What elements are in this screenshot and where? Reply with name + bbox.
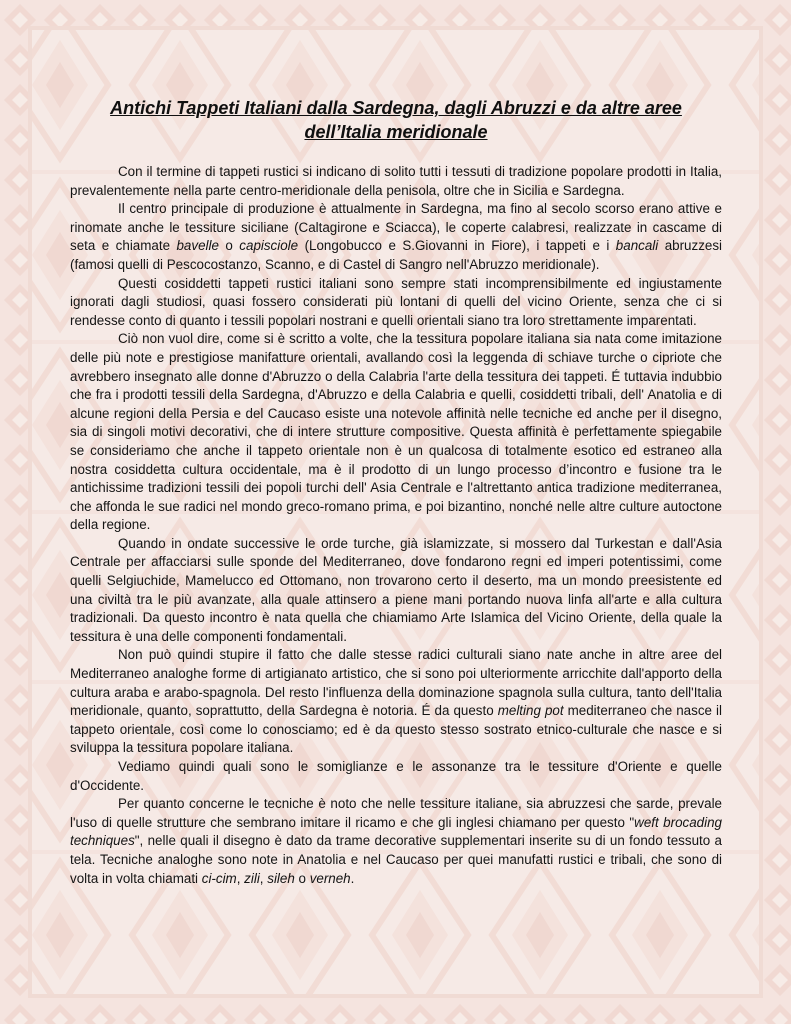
text-run: Vediamo quindi quali sono le somiglianze e le assonanze tra le tessiture d'Oriente e quelle d'Occidente. xyxy=(70,759,722,793)
text-run: abruzzesi (famosi quelli di Pescocostanzo, Scanno, e di Castel di Sangro nell'Abruzzo meridionale). xyxy=(70,238,723,272)
title-line-1: Antichi Tappeti Italiani dalla Sardegna, dagli Abruzzi e da altre aree xyxy=(110,98,682,118)
italic-term: verneh xyxy=(309,870,351,886)
paragraph xyxy=(70,275,722,331)
paragraph xyxy=(70,795,722,888)
text-run: ", nelle quali il disegno è dato da trame decorative supplementari inserite su di un fondo tessuto a tela. Tecniche analoghe sono note in Anatolia e nel Caucaso per quei manufatti rustici e tribali, che sono di volta in volta chiamati xyxy=(70,833,722,886)
document-body xyxy=(70,163,722,888)
italic-term: zili xyxy=(244,870,260,886)
text-run: Non può quindi stupire il fatto che dalle stesse radici culturali siano nate anche in altre aree del Mediterraneo analoghe forme di artigianato artistico, che si sono poi ulteriormente arricchite dall'apporto della cultura araba e arabo-spagnola. Del resto l'influenza della dominazione spagnola sulla cultura, tanto dell'Italia meridionale, quanto, soprattutto, della Sardegna è notoria. É da questo xyxy=(70,647,722,719)
paragraph xyxy=(70,200,722,274)
text-run: Questi cosiddetti tappeti rustici italiani sono sempre stati incomprensibilmente ed ingiustamente ignorati dagli studiosi, quasi fossero considerati più lontani di quelli del vicino Oriente, senza che ci si rendesse conto di quanto i tessili popolari nostrani e quelli orientali siano tra loro strettamente imparentati. xyxy=(70,275,722,328)
text-run: Ciò non vuol dire, come si è scritto a volte, che la tessitura popolare italiana sia nata come imitazione delle più note e prestigiose manifatture orientali, avallando così la leggenda di schiave turche o cipriote che avrebbero insegnato alle donne d'Abruzzo o della Calabria l'arte della tessitura dei tappeti. É tuttavia indubbio che fra i prodotti tessili della Sardegna, d'Abruzzo e della Calabria e quelli, cosiddetti tribali, dell' Anatolia e di alcune regioni della Persia e del Caucaso esiste una notevole affinità nelle tecniche ed anche per il disegno, sia di singoli motivi decorativi, che di intere strutture compositive. Questa affinità è perfettamente spiegabile se consideriamo che anche il tappeto orientale non è un qualcosa di totalmente esotico ed estraneo alla nostra cosiddetta cultura occidentale, ma è il prodotto di un lungo processo d’incontro e fusione tra le antichissime tradizioni tessili dei popoli turchi dell' Asia Centrale e l'altrettanto antica tradizione mediterranea, che affonda le sue radici nel mondo greco-romano prima, e poi bizantino, nonché nelle altre culture autoctone della regione. xyxy=(70,331,722,533)
text-run: , xyxy=(259,870,268,886)
text-run: mediterraneo che nasce il tappeto orientale, così come lo conosciamo; ed è da questo stesso sostrato etnico-culturale che nasce e si sviluppa la tessitura popolare italiana. xyxy=(70,703,722,756)
paragraph xyxy=(70,330,722,535)
text-run: Quando in ondate successive le orde turche, già islamizzate, si mossero dal Turkestan e dall'Asia Centrale per affacciarsi sulle sponde del Mediterraneo, dove fondarono regni ed imperi potentissimi, come quelli Selgiuchide, Mamelucco ed Ottomano, non trovarono certo il deserto, ma un mondo preesistente ed una civiltà tra le più avanzate, alla quale attinsero a piene mani portando nuova linfa all'arte e alla cultura tradizionali. Da questo incontro è nata quella che chiamiamo Arte Islamica del Vicino Oriente, della quale la tessitura è una delle componenti fondamentali. xyxy=(70,535,722,644)
text-run: Il centro principale di produzione è attualmente in Sardegna, ma fino al secolo scorso erano attive e rinomate anche le tessiture siciliane (Caltagirone e Sciacca), le coperte calabresi, realizzate in cascame di seta e chiamate xyxy=(70,201,722,254)
text-run: Per quanto concerne le tecniche è noto che nelle tessiture italiane, sia abruzzesi che sarde, prevale l'uso di quelle strutture che sembrano imitare il ricamo e che gli inglesi chiamano per questo " xyxy=(70,796,722,830)
italic-term: ci-cim xyxy=(201,870,237,886)
paragraph xyxy=(70,535,722,647)
italic-term: sileh xyxy=(267,870,295,886)
text-run: , xyxy=(236,870,245,886)
text-run: o xyxy=(294,870,310,886)
text-run: (Longobucco e S.Giovanni in Fiore), i tappeti e i xyxy=(298,238,616,254)
text-run: Con il termine di tappeti rustici si indicano di solito tutti i tessuti di tradizione popolare prodotti in Italia, prevalentemente nella parte centro-meridionale della penisola, oltre che in Sicilia e Sardegna. xyxy=(70,164,722,198)
italic-term: capisciole xyxy=(239,238,299,254)
document-page xyxy=(70,96,722,888)
italic-term: weft brocading techniques xyxy=(70,814,722,849)
italic-term: melting pot xyxy=(497,703,564,719)
text-run: o xyxy=(218,238,240,254)
italic-term: bancali xyxy=(615,238,659,254)
document-title xyxy=(70,96,722,144)
paragraph xyxy=(70,646,722,758)
paragraph xyxy=(70,163,722,200)
text-run: . xyxy=(350,870,355,886)
italic-term: bavelle xyxy=(176,238,219,254)
title-line-2: dell’Italia meridionale xyxy=(304,122,488,142)
paragraph xyxy=(70,758,722,795)
